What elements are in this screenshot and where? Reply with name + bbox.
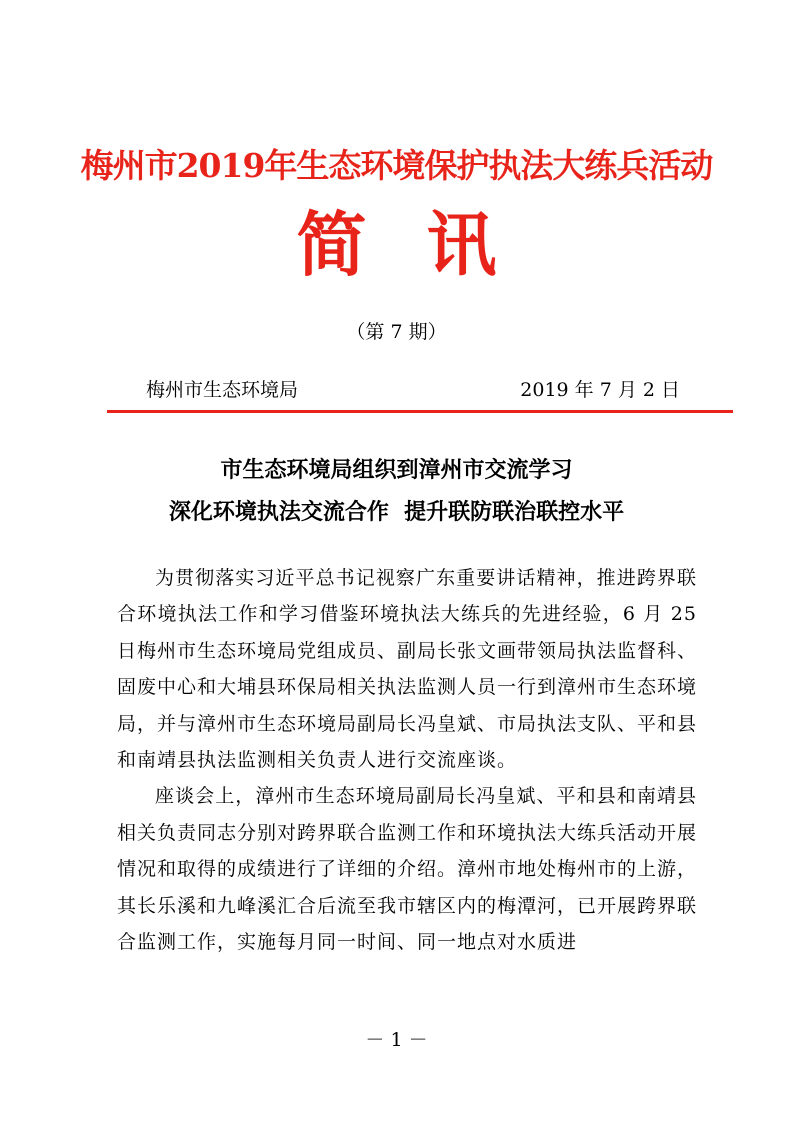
article-headline-main: 市生态环境局组织到漳州市交流学习 (220, 457, 573, 483)
issue-number: （第 7 期） (346, 321, 447, 343)
bulletin-series-title: 梅州市2019年生态环境保护执法大练兵活动 (80, 146, 713, 185)
article-paragraph: 为贯彻落实习近平总书记视察广东重要讲话精神，推进跨界联合环境执法工作和学习借鉴环境执法大练兵的先进经验，6 月 25 日梅州市生态环境局党组成员、副局长张文画带领局执法监督科、固废中心和大埔县环保局相关执法监测人员一行到漳州市生态环境局，并与漳州市生态环境局副局长冯皇斌、市局执法支队、平和县和南靖县执法监测相关负责人进行交流座谈。 (117, 567, 698, 772)
masthead-title: 简讯 (296, 203, 557, 286)
article-headline-sub: 深化环境执法交流合作 提升联防联治联控水平 (168, 499, 625, 525)
article-paragraph: 座谈会上，漳州市生态环境局副局长冯皇斌、平和县和南靖县相关负责同志分别对跨界联合监测工作和环境执法大练兵活动开展情况和取得的成绩进行了详细的介绍。漳州市地处梅州市的上游，其长乐溪和九峰溪汇合后流至我市辖区内的梅潭河，已开展跨界联合监测工作，实施每月同一时间、同一地点对水质进 (117, 785, 698, 954)
issuing-agency: 梅州市生态环境局 (146, 379, 299, 401)
article-body (117, 560, 697, 960)
header-divider (107, 410, 733, 413)
page-number: － 1 － (365, 1029, 428, 1051)
issue-date: 2019 年 7 月 2 日 (520, 379, 680, 401)
